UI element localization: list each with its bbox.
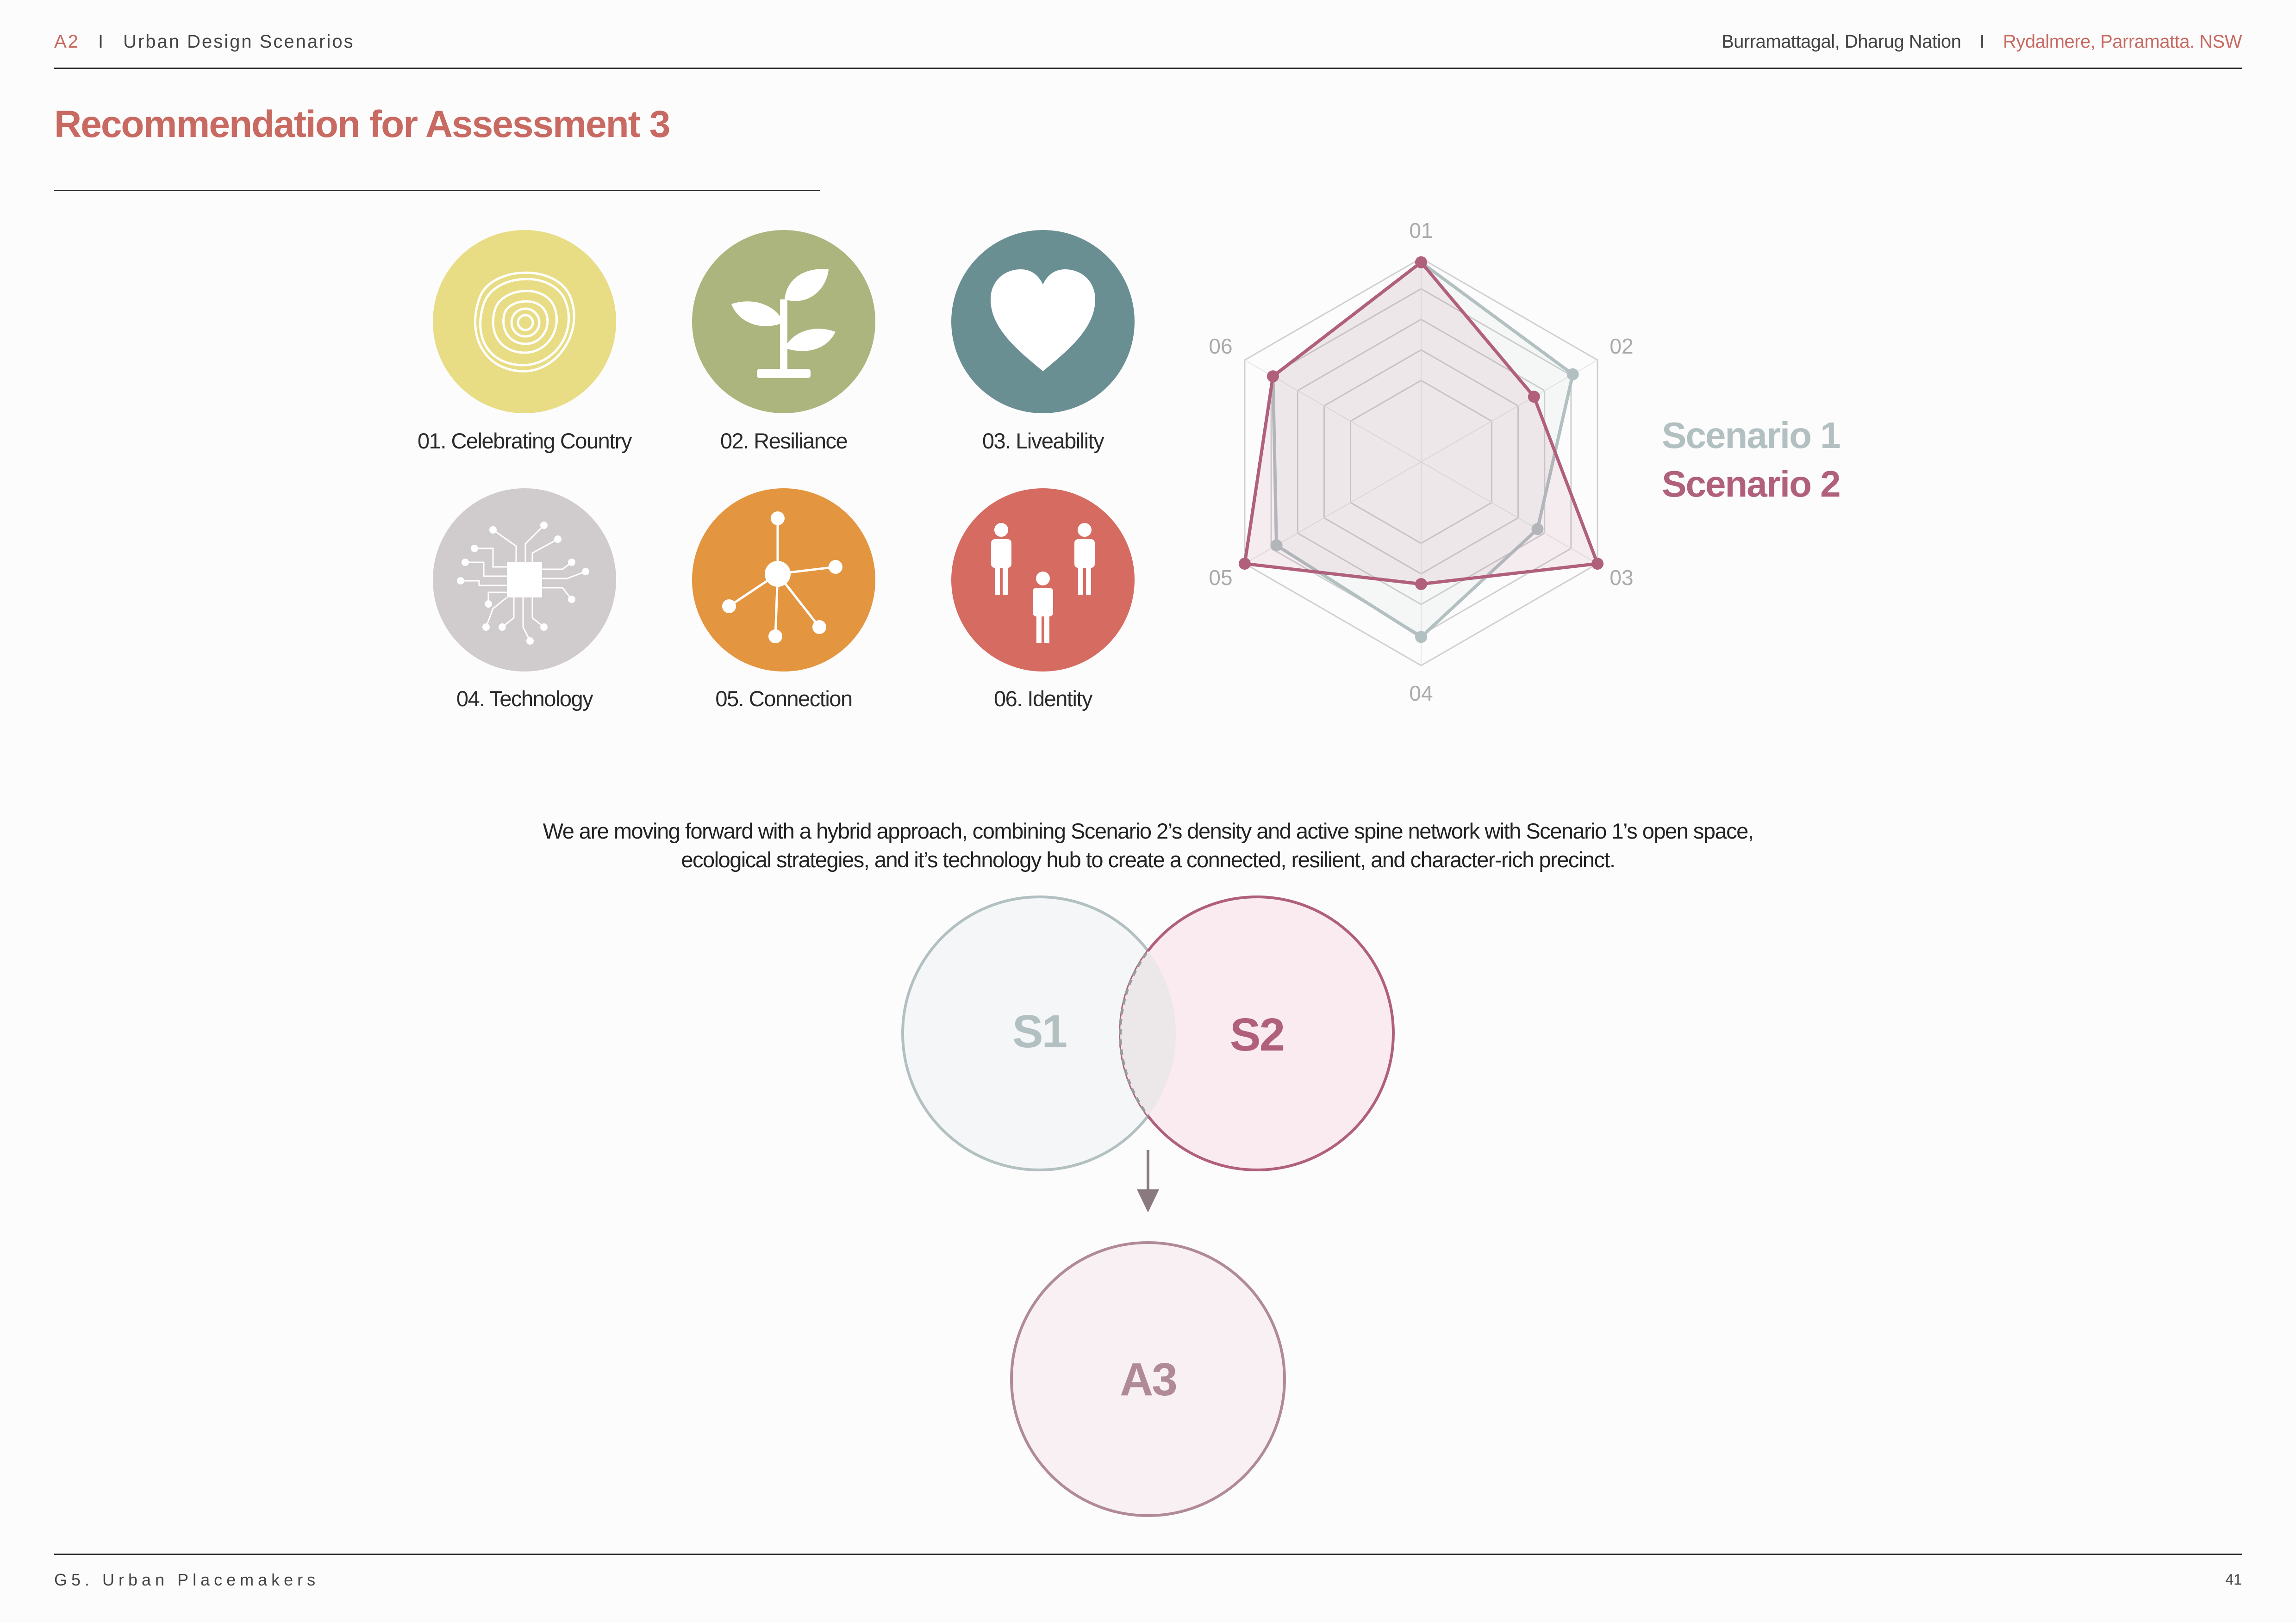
principle-icon-3 — [951, 230, 1135, 413]
principle-icon-4 — [433, 488, 616, 672]
body-paragraph: We are moving forward with a hybrid approach, combining Scenario 2’s density and active spine network with Scenario 1’s open space, ecological strategies, and it’s technology hub to create a connected, resilient, and character-rich precinct. — [543, 819, 1753, 872]
principle-icon-2 — [692, 230, 875, 413]
venn-label-s1: S1 — [1012, 1006, 1067, 1057]
header-rule — [54, 68, 2242, 69]
principle-label-3: 03. Liveability — [982, 429, 1104, 453]
header-location-secondary: Rydalmere, Parramatta. NSW — [2003, 31, 2242, 52]
radar-axis-label: 05 — [1209, 566, 1233, 590]
radar-point-series-1 — [1567, 368, 1579, 380]
radar-point-series-2 — [1415, 578, 1427, 590]
footer-team: G5. Urban Placemakers — [54, 1570, 320, 1589]
venn-diagram — [880, 879, 1435, 1527]
radar-point-series-1 — [1415, 631, 1427, 643]
radar-point-series-2 — [1267, 370, 1279, 382]
principle-label-2: 02. Resiliance — [720, 429, 848, 453]
radar-axis-label: 06 — [1209, 334, 1233, 358]
footer-rule — [54, 1554, 2242, 1555]
title-rule — [54, 190, 820, 191]
radar-axis-label: 04 — [1409, 681, 1433, 705]
principle-icon-5 — [692, 488, 875, 672]
header-location-primary: Burramattagal, Dharug Nation — [1721, 31, 1961, 52]
principle-label-4: 04. Technology — [456, 686, 593, 711]
result-label-a3: A3 — [1120, 1354, 1176, 1405]
radar-series-2 — [1245, 262, 1597, 584]
down-arrow-icon — [1137, 1150, 1159, 1213]
radar-axis-label: 02 — [1610, 334, 1634, 358]
radar-point-series-2 — [1591, 558, 1603, 570]
radar-point-series-2 — [1239, 558, 1251, 570]
principle-icon-6 — [951, 488, 1135, 672]
principle-label-1: 01. Celebrating Country — [418, 429, 631, 453]
header-separator: I — [98, 31, 105, 52]
radar-chart — [1180, 208, 1690, 731]
header-code: A2 — [54, 31, 80, 52]
venn-label-s2: S2 — [1229, 1009, 1284, 1061]
page-number: 41 — [2225, 1571, 2242, 1588]
principle-label-5: 05. Connection — [715, 686, 852, 711]
principle-icon-1 — [433, 230, 616, 413]
radar-point-series-2 — [1415, 256, 1427, 268]
header-left — [54, 31, 355, 52]
radar-axis-label: 03 — [1610, 566, 1634, 590]
principle-circle-1 — [433, 230, 616, 413]
radar-series — [1239, 256, 1603, 643]
legend-scenario-1: Scenario 1 — [1662, 415, 1840, 456]
radar-point-series-2 — [1528, 391, 1540, 403]
principle-label-6: 06. Identity — [994, 686, 1092, 711]
legend-scenario-2: Scenario 2 — [1662, 463, 1840, 504]
radar-axis-label: 01 — [1409, 218, 1433, 243]
header-right — [1722, 31, 2242, 52]
page-title: Recommendation for Assessment 3 — [54, 103, 670, 145]
header-separator-right: I — [1979, 31, 1984, 52]
header-section: Urban Design Scenarios — [123, 31, 355, 52]
